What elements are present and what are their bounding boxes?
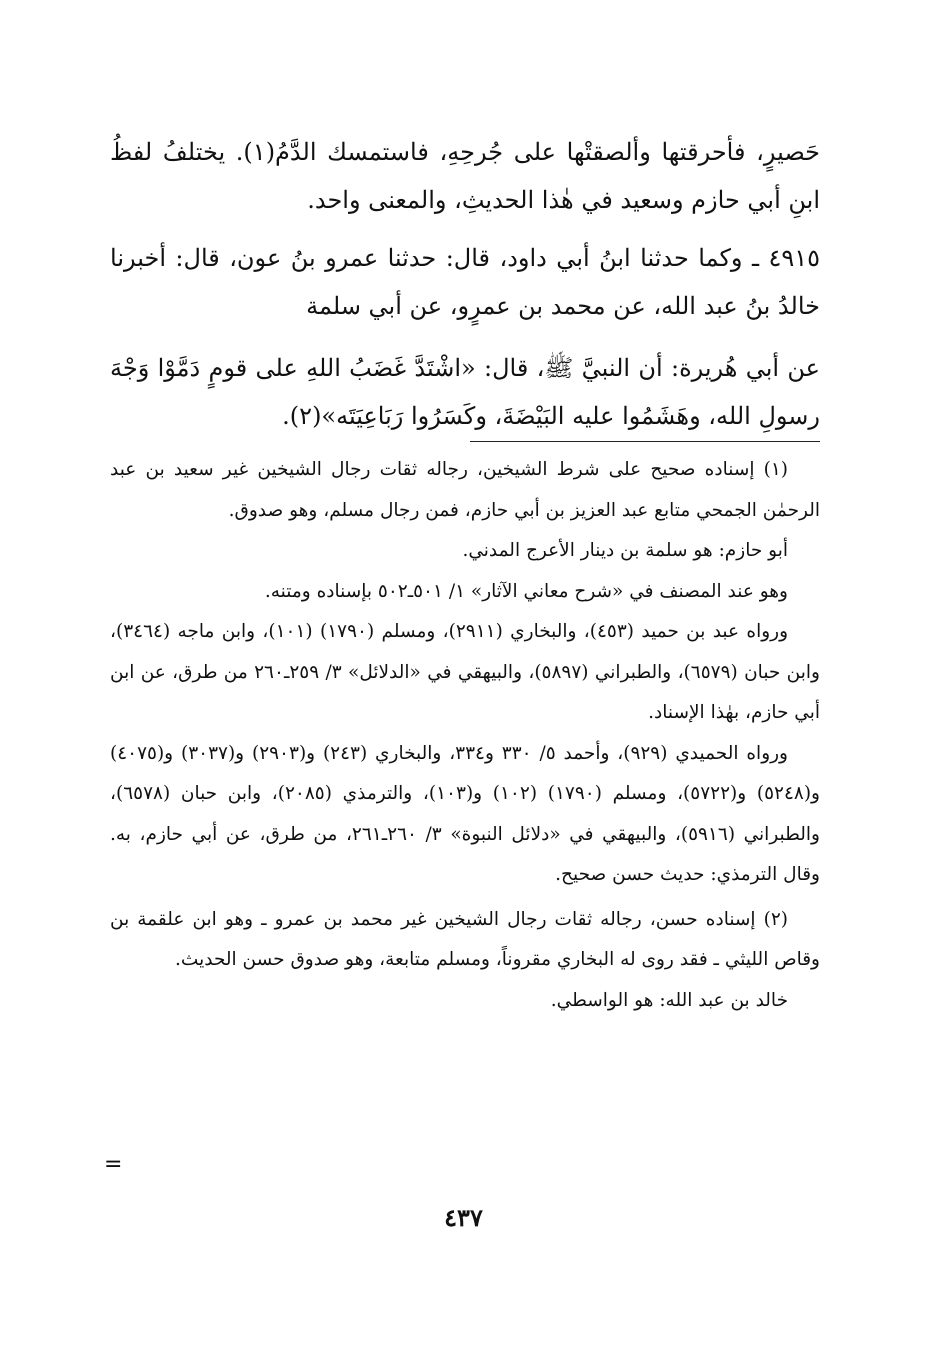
continuation-mark: = — [104, 1152, 123, 1177]
footnote-paragraph: أبو حازم: هو سلمة بن دينار الأعرج المدني. — [462, 540, 788, 561]
footnote-2: (٢) إسناده حسن، رجاله ثقات رجال الشيخين غير محمد بن عمرو ـ وهو ابن علقمة بن وقاص الليثي ـ فقد روى له البخاري مقروناً، ومسلم متابعة، وهو صدوق حسن الحديث. — [110, 908, 820, 970]
page-number: ٤٣٧ — [444, 1203, 483, 1232]
main-paragraph-2: ٤٩١٥ ـ وكما حدثنا ابنُ أبي داود، قال: حدثنا عمرو بنُ عون، قال: أخبرنا خالدُ بنُ عبد الله، عن محمد بن عمرٍو، عن أبي سلمة — [110, 244, 820, 320]
main-text — [110, 128, 820, 224]
hadith-block — [110, 234, 820, 330]
footnote-divider — [470, 441, 820, 442]
footnotes — [110, 450, 820, 1021]
hadith-matn — [110, 344, 820, 440]
footnote-1: (١) إسناده صحيح على شرط الشيخين، رجاله ثقات رجال الشيخين غير سعيد بن عبد الرحمٰن الجمحي متابع عبد العزيز بن أبي حازم، فمن رجال مسلم، وهو صدوق. — [110, 459, 820, 521]
main-paragraph-3: عن أبي هُريرة: أن النبيَّ ﷺ، قال: «اشْتَدَّ غَضَبُ اللهِ على قومٍ دَمَّوْا وَجْهَ رسولِ الله، وهَشَمُوا عليه البَيْضَةَ، وكَسَرُوا رَبَاعِيَتَه»(٢). — [110, 354, 820, 430]
footnote-paragraph: خالد بن عبد الله: هو الواسطي. — [550, 989, 788, 1011]
main-paragraph-1: حَصيرٍ، فأحرقتها وألصقتْها على جُرحِهِ، فاستمسك الدَّمُ(١). يختلفُ لفظُ ابنِ أبي حازم وسعيد في هٰذا الحديثِ، والمعنى واحد. — [110, 138, 820, 214]
footnote-paragraph: ورواه عبد بن حميد (٤٥٣)، والبخاري (٢٩١١)، ومسلم (١٧٩٠) (١٠١)، وابن ماجه (٣٤٦٤)، وابن حبان (٦٥٧٩)، والطبراني (٥٨٩٧)، والبيهقي في «الدلائل» ٣/ ٢٥٩ـ٢٦٠ من طرق، عن ابن أبي حازم، بهٰذا الإسناد. — [110, 621, 820, 723]
footnote-paragraph: وهو عند المصنف في «شرح معاني الآثار» ١/ ٥٠١ـ٥٠٢ بإسناده ومتنه. — [264, 580, 788, 602]
footnote-paragraph: ورواه الحميدي (٩٢٩)، وأحمد ٥/ ٣٣٠ و٣٣٤، والبخاري (٢٤٣) و(٢٩٠٣) و(٣٠٣٧) و(٤٠٧٥) و(٥٢٤٨) و(٥٧٢٢)، ومسلم (١٧٩٠) (١٠٢) و(١٠٣)، والترمذي (٢٠٨٥)، وابن حبان (٦٥٧٨)، والطبراني (٥٩١٦)، والبيهقي في «دلائل النبوة» ٣/ ٢٦٠ـ٢٦١، من طرق، عن أبي حازم، به. وقال الترمذي: حديث حسن صحيح. — [110, 742, 820, 885]
